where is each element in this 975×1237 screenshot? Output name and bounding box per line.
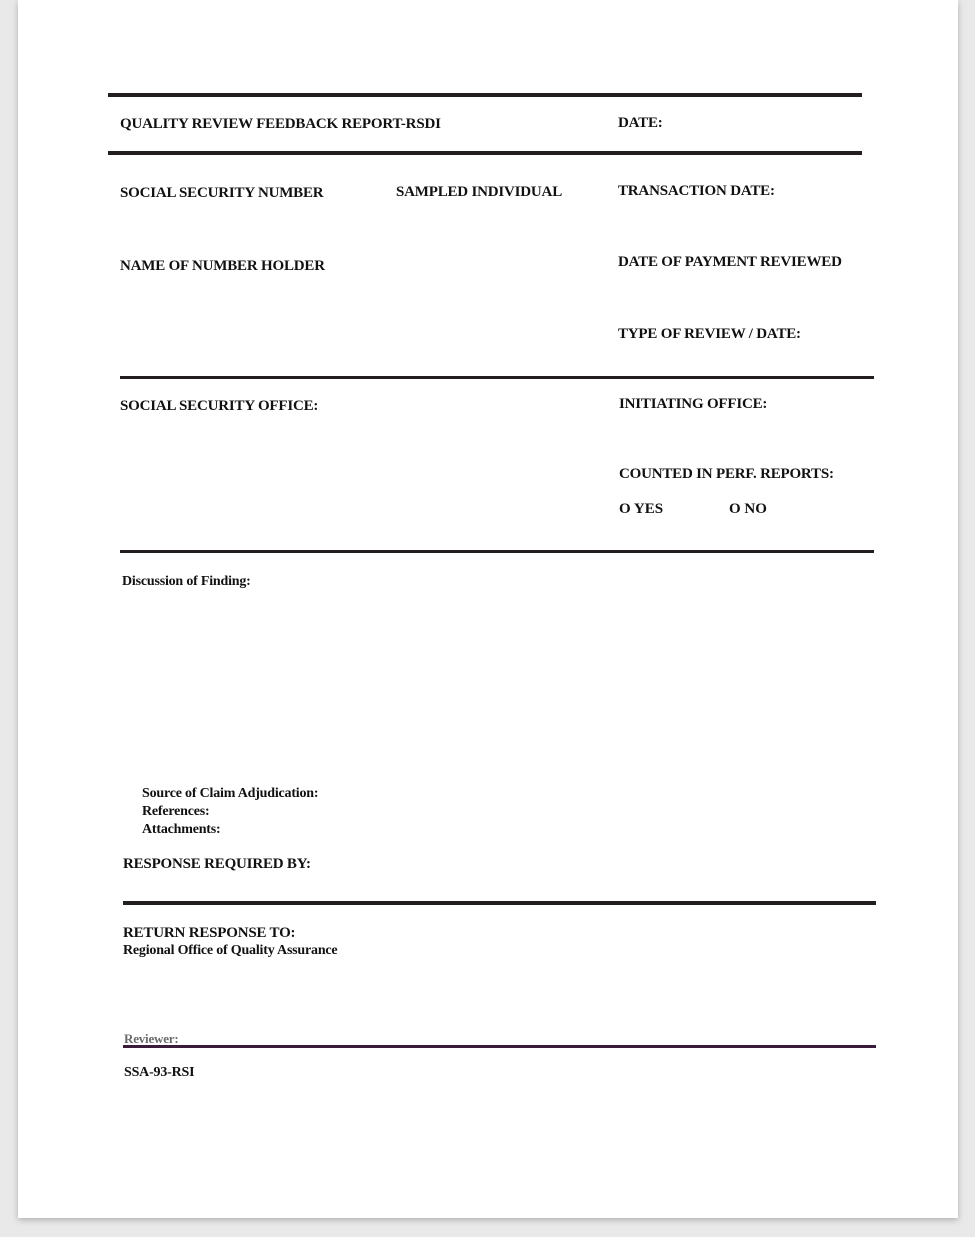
attachments-label: Attachments:	[142, 822, 221, 837]
review-type-field[interactable]	[618, 348, 858, 366]
discussion-field[interactable]	[122, 598, 862, 768]
ssn-label: SOCIAL SECURITY NUMBER	[120, 185, 324, 201]
initiating-office-label: INITIATING OFFICE:	[619, 396, 768, 412]
section-rule-2	[120, 550, 874, 553]
payment-reviewed-label: DATE OF PAYMENT REVIEWED	[618, 254, 842, 270]
return-response-label: RETURN RESPONSE TO:	[123, 925, 296, 941]
reviewer-field[interactable]	[198, 1028, 858, 1046]
payment-reviewed-field[interactable]	[618, 278, 858, 296]
discussion-label: Discussion of Finding:	[122, 574, 251, 589]
response-required-field[interactable]	[328, 856, 628, 874]
reviewer-rule	[123, 1045, 876, 1048]
date-field[interactable]	[668, 114, 858, 132]
review-type-label: TYPE OF REVIEW / DATE:	[618, 326, 801, 342]
transaction-date-field[interactable]	[618, 206, 858, 224]
sampled-individual-label: SAMPLED INDIVIDUAL	[396, 184, 562, 200]
ssn-field[interactable]	[120, 208, 380, 226]
form-page	[18, 0, 958, 1218]
reviewer-label: Reviewer:	[124, 1031, 179, 1046]
transaction-date-label: TRANSACTION DATE:	[618, 183, 775, 199]
top-rule	[108, 93, 862, 97]
ss-office-field[interactable]	[120, 422, 580, 440]
section-rule-3	[123, 901, 876, 905]
counted-in-reports-label: COUNTED IN PERF. REPORTS:	[619, 466, 834, 482]
name-label: NAME OF NUMBER HOLDER	[120, 258, 325, 274]
form-number: SSA-93-RSI	[124, 1065, 195, 1080]
date-label: DATE:	[618, 115, 663, 131]
form-title: QUALITY REVIEW FEEDBACK REPORT-RSDI	[120, 116, 441, 132]
section-rule-1	[120, 376, 874, 379]
option-no[interactable]: O NO	[729, 501, 767, 517]
return-office-text: Regional Office of Quality Assurance	[123, 943, 338, 958]
source-label: Source of Claim Adjudication:	[142, 786, 319, 801]
name-field[interactable]	[120, 282, 580, 300]
ss-office-label: SOCIAL SECURITY OFFICE:	[120, 398, 319, 414]
initiating-office-field[interactable]	[619, 420, 859, 438]
references-label: References:	[142, 804, 210, 819]
option-yes[interactable]: O YES	[619, 501, 664, 517]
response-required-label: RESPONSE REQUIRED BY:	[123, 856, 311, 872]
header-bottom-rule	[108, 151, 862, 155]
